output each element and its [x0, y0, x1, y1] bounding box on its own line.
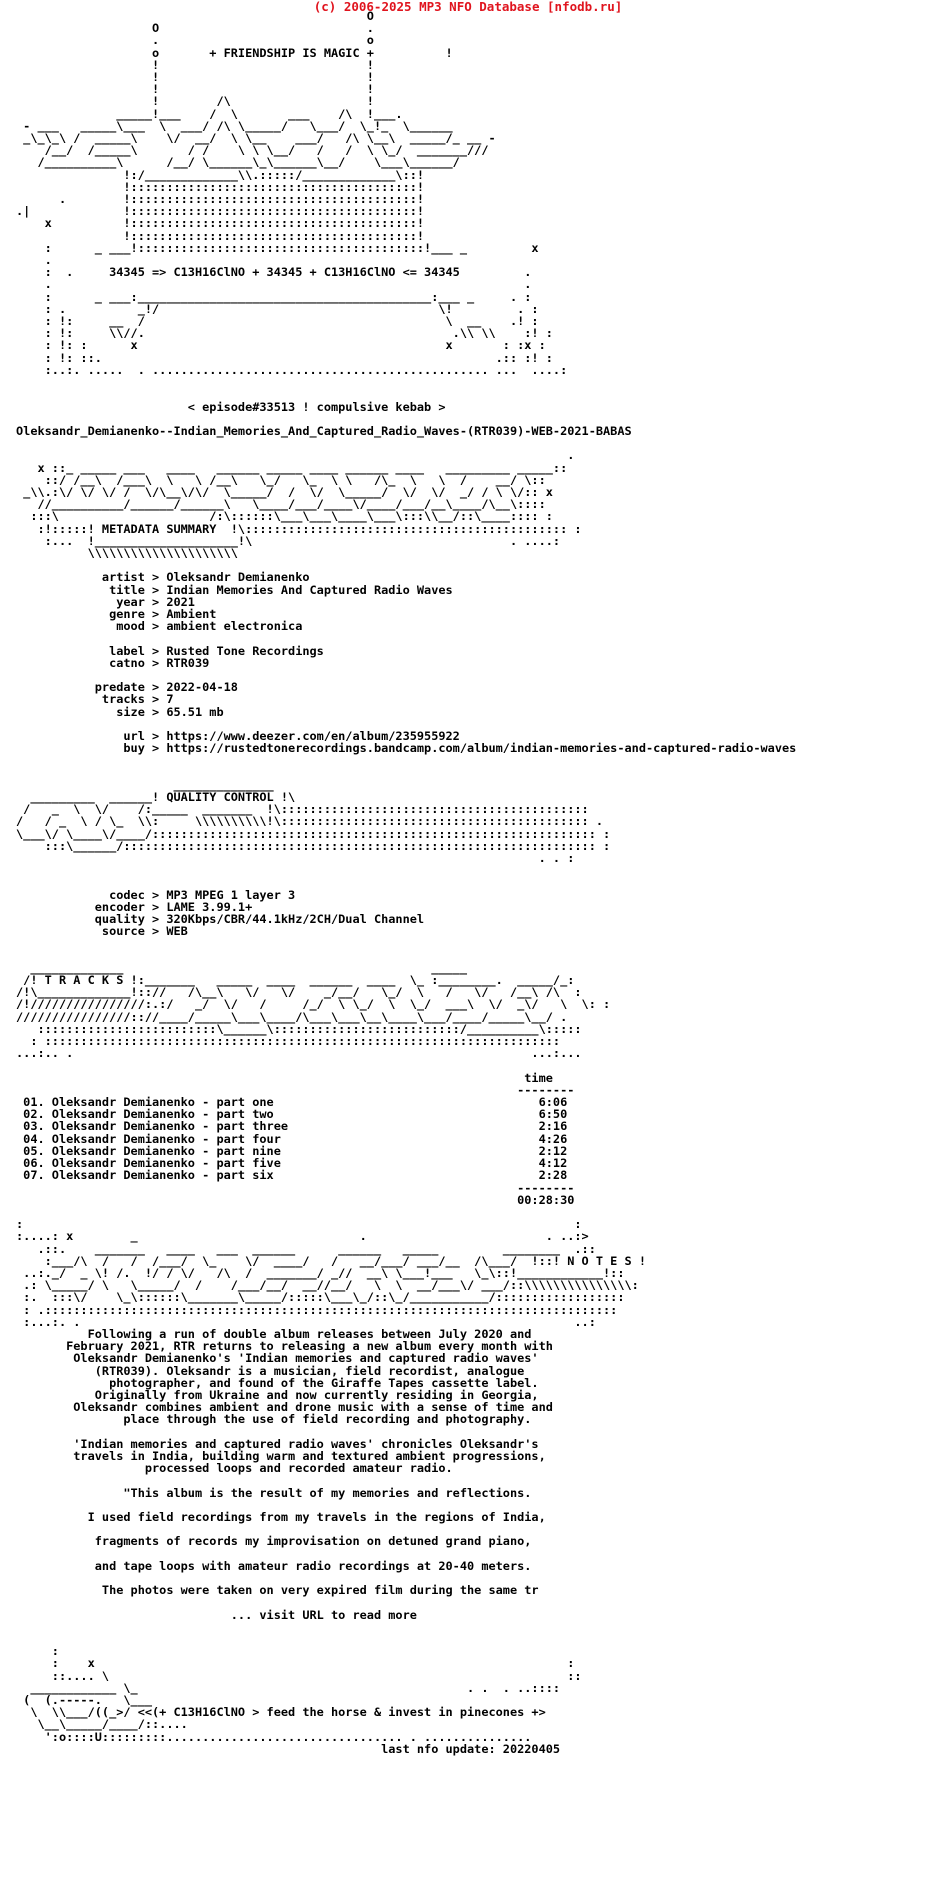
copyright-header: (c) 2006-2025 MP3 NFO Database [nfodb.ru] [313, 0, 623, 14]
nfo-document-text: O O . . o o + FRIENDSHIP IS MAGIC + ! ! ! ! ! ! ! ! /\ ! _____!___ / \ ___ /\ !___. - ___ _____\___ \ ___/ /\ \_____/ \___/ \_!_ \______ _\_\_\ / _____\ \/ __/ \ \__ ___/ /\ \__\ _____/_ __ - /__/ /_____\ / / \ \ \__/ / / \ \_/ _______/// /__________\ /__/ \______\_\______\__/ \___\______/ !:/_____________\\.:::::/_____________\::! !::::::::::::::::::::::::::::::::::::::::! . !::::::::::::::::::::::::::::::::::::::::! .| !::::::::::::::::::::::::::::::::::::::::! x !::::::::::::::::::::::::::::::::::::::::! !::::::::::::::::::::::::::::::::::::::::! : _ ___!::::::::::::::::::::::::::::::::::::::::!___ _ x . : . 34345 => C13H16ClNO + 34345 + C13H16ClNO <= 34345 . . . : _ ___:_________________________________________:___ _ . : : . _!/ \! . : : !: __ / \ __ .! : : !: \\//. .\\ \\ :! : : !: : x x : :x : : !: ::. .:: :! : :..:. ..... . ............................................... ... ....: < episode#33513 ! compulsive kebab > Oleksandr_Demianenko--Indian_Memories_And_Captured_Radio_Waves-(RTR039)-WEB-2021-BABAS . x ::_ _____ ___ ____ ______ _____ ____ ______ ____ _________ _____:: ::/ /__\ /___\ \ \ /__\ \_/ \_ \ \ /\_ \ \ / __/ \:: _\\.:\/ \/ \/ / \/\__\/\/ \_____/ / \/ \_____/ \/ \/ _/ / \ \/:: x //__________/______/______\ \____/___/____\/____/___/__\____/\__\:::: :::\ /:\::::::\___\___\____\___\:::\\__/::\____:::: : :!:::::! METADATA SUMMARY !\::::::::::::::::::::::::::::::::::::::::::::: : :... !____________________!\ . ....: \\\\\\\\\\\\\\\\\\\\\ artist > Oleksandr Demianenko title > Indian Memories And Captured Radio Waves year > 2021 genre > Ambient mood > ambient electronica label > Rusted Tone Recordings catno > RTR039 predate > 2022-04-18 tracks > 7 size > 65.51 mb url > https://www.deezer.com/en/album/235955922 buy > https://rustedtonerecordings.bandcamp.com/album/indian-memories-and-captured-radio-waves ______________ _________ ______! QUALITY CONTROL !\ / _ \ \/ /:_____ _______ !\::::::::::::::::::::::::::::::::::::::::::: / / _ \ / \_ \\: \\\\\\\\\\!\::::::::::::::::::::::::::::::::::::::::::: . \___\/ \____\/____/:::::::::::::::::::::::::::::::::::::::::::::::::::::::::::::: : :::\______/:::::::::::::::::::::::::::::::::::::::::::::::::::::::::::::::::: : . . : codec > MP3 MPEG 1 layer 3 encoder > LAME 3.99.1+ quality > 320Kbps/CBR/44.1kHz/2CH/Dual Channel source > WEB _____________ _____ /! T R A C K S !:_______ _____ ____ ______ ____ \_ :________. _____/_: /!\_____________!::// /\__\ \/ \/ _/__/ \_/ \ / \/ /__\ /\ : /!////////////////:.:/ _/ \/ / /_/ \ \_/ \ \_/ ___\ \/ _\/ \ \: : ////////////////:://____/_____\___\____/\___\___\__\____\___/____/_____\__/ . :::::::::::::::::::::::::\______\::::::::::::::::::::::::::/__________\::::: : :::::::::::::::::::::::::::::::::::::::::::::::::::::::::::::::::::::::: ...:.. . ...:... time -------- 01. Oleksandr Demianenko - part one 6:06 02. Oleksandr Demianenko - part two 6:50 03. Oleksandr Demianenko - part three 2:16 04. Oleksandr Demianenko - part four 4:26 05. Oleksandr Demianenko - part nine 2:12 06. Oleksandr Demianenko - part five 4:12 07. Oleksandr Demianenko - part six 2:28 -------- 00:28:30 : : :....: x _ . . ..:> .::. _______ ____ ___ ______ ______ _____ ________ .:: :___/\ / / /___/ \_ \/ ____/ / __/___/ ___/__ /\___/ !::! N O T E S ! ..:._/ _ \! /. !/ / \/ /\ / _______/ _// __\ \___!___ \_\::!____________!:: .: \_____/ \ \_____/ / /___/__/ __//__/ \ \ __/___\/ ___/::\\\\\\\\\\\\\\\: :. :::\/ \_\::::::\_______\_____/:::::\___\_/::\_/___________/:::::::::::::::::: : .:::::::::::::::::::::::::::::::::::::::::::::::::::::::::::::::::::::::::::::::: :...:. . ..: Following a run of double album releases between July 2020 and February 2021, RTR returns to releasing a new album every month with Oleksandr Demianenko's 'Indian memories and captured radio waves' (RTR039). Oleksandr is a musician, field recordist, analogue photographer, and found of the Giraffe Tapes cassette label. Originally from Ukraine and now currently residing in Georgia, Oleksandr combines ambient and drone music with a sense of time and place through the use of field recording and photography. 'Indian memories and captured radio waves' chronicles Oleksandr's travels in India, building warm and textured ambient progressions, processed loops and recorded amateur radio. "This album is the result of my memories and reflections. I used field recordings from my travels in the regions of India, fragments of records my improvisation on detuned grand piano, and tape loops with amateur radio recordings at 20-40 meters. The photos were taken on very expired film during the same tr ... visit URL to read more : : x : ::.... \ :: ____________ \_ . . . ..:::: ( (.-----. \___ \ \\___/((_>/ <<(+ C13H16ClNO > feed the horse & invest in pinecones +> \__\_____/____/::.... ':o::::U:::::::::................................. . ............... last nfo update: 20220405 [16, 9, 797, 1756]
